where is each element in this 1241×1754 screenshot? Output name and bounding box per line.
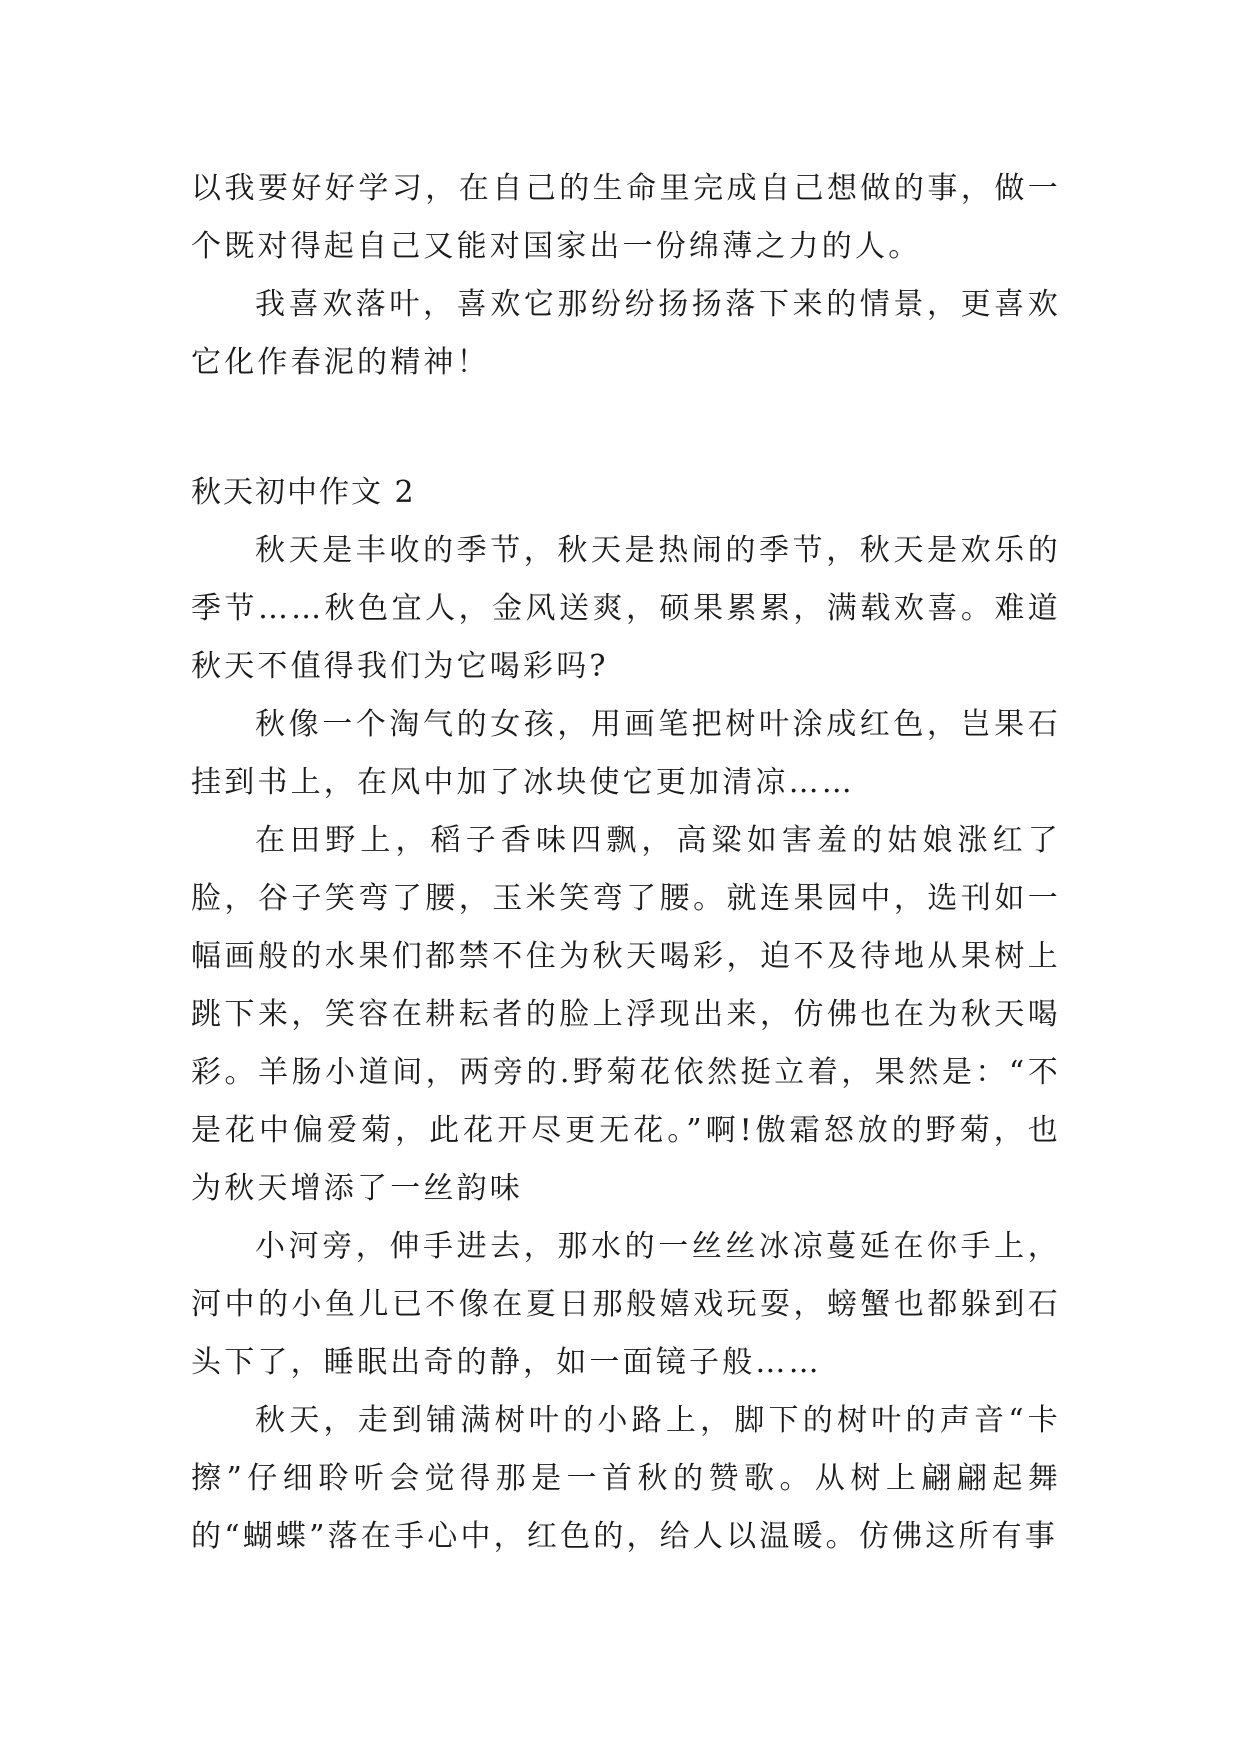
section-spacer xyxy=(191,392,1061,464)
paragraph-leafy-path: 秋天，走到铺满树叶的小路上，脚下的树叶的声音“卡擦”仔细聆听会觉得那是一首秋的赞歌。从树上翩翩起舞的“蝴蝶”落在手心中，红色的，给人以温暖。仿佛这所有事 xyxy=(191,1403,1061,1554)
paragraph-continued: 以我要好好学习，在自己的生命里完成自己想做的事，做一个既对得起自己又能对国家出一份绵薄之力的人。 xyxy=(191,171,1061,264)
essay-heading: 秋天初中作文 2 xyxy=(191,475,416,510)
paragraph-fields: 在田野上，稻子香味四飘，高粱如害羞的姑娘涨红了脸，谷子笑弯了腰，玉米笑弯了腰。就连果园中，选刊如一幅画般的水果们都禁不住为秋天喝彩，迫不及待地从果树上跳下来，笑容在耕耘者的脸上浮现出来，仿佛也在为秋天喝彩。羊肠小道间，两旁的.野菊花依然挺立着，果然是：“不是花中偏爱菊，此花开尽更无花。”啊!傲霜怒放的野菊，也为秋天增添了一丝韵味 xyxy=(191,823,1061,1206)
paragraph-harvest-season: 秋天是丰收的季节，秋天是热闹的季节，秋天是欢乐的季节……秋色宜人，金风送爽，硕果累累，满载欢喜。难道秋天不值得我们为它喝彩吗? xyxy=(191,533,1061,684)
document-page xyxy=(191,160,1061,1566)
paragraph-river: 小河旁，伸手进去，那水的一丝丝冰凉蔓延在你手上，河中的小鱼儿已不像在夏日那般嬉戏玩耍，螃蟹也都躲到石头下了，睡眠出奇的静，如一面镜子般…… xyxy=(191,1229,1061,1380)
paragraph-naughty-girl: 秋像一个淘气的女孩，用画笔把树叶涂成红色，岂果石挂到书上，在风中加了冰块使它更加清凉…… xyxy=(191,707,1061,800)
paragraph-falling-leaves: 我喜欢落叶，喜欢它那纷纷扬扬落下来的情景，更喜欢它化作春泥的精神！ xyxy=(191,287,1061,380)
